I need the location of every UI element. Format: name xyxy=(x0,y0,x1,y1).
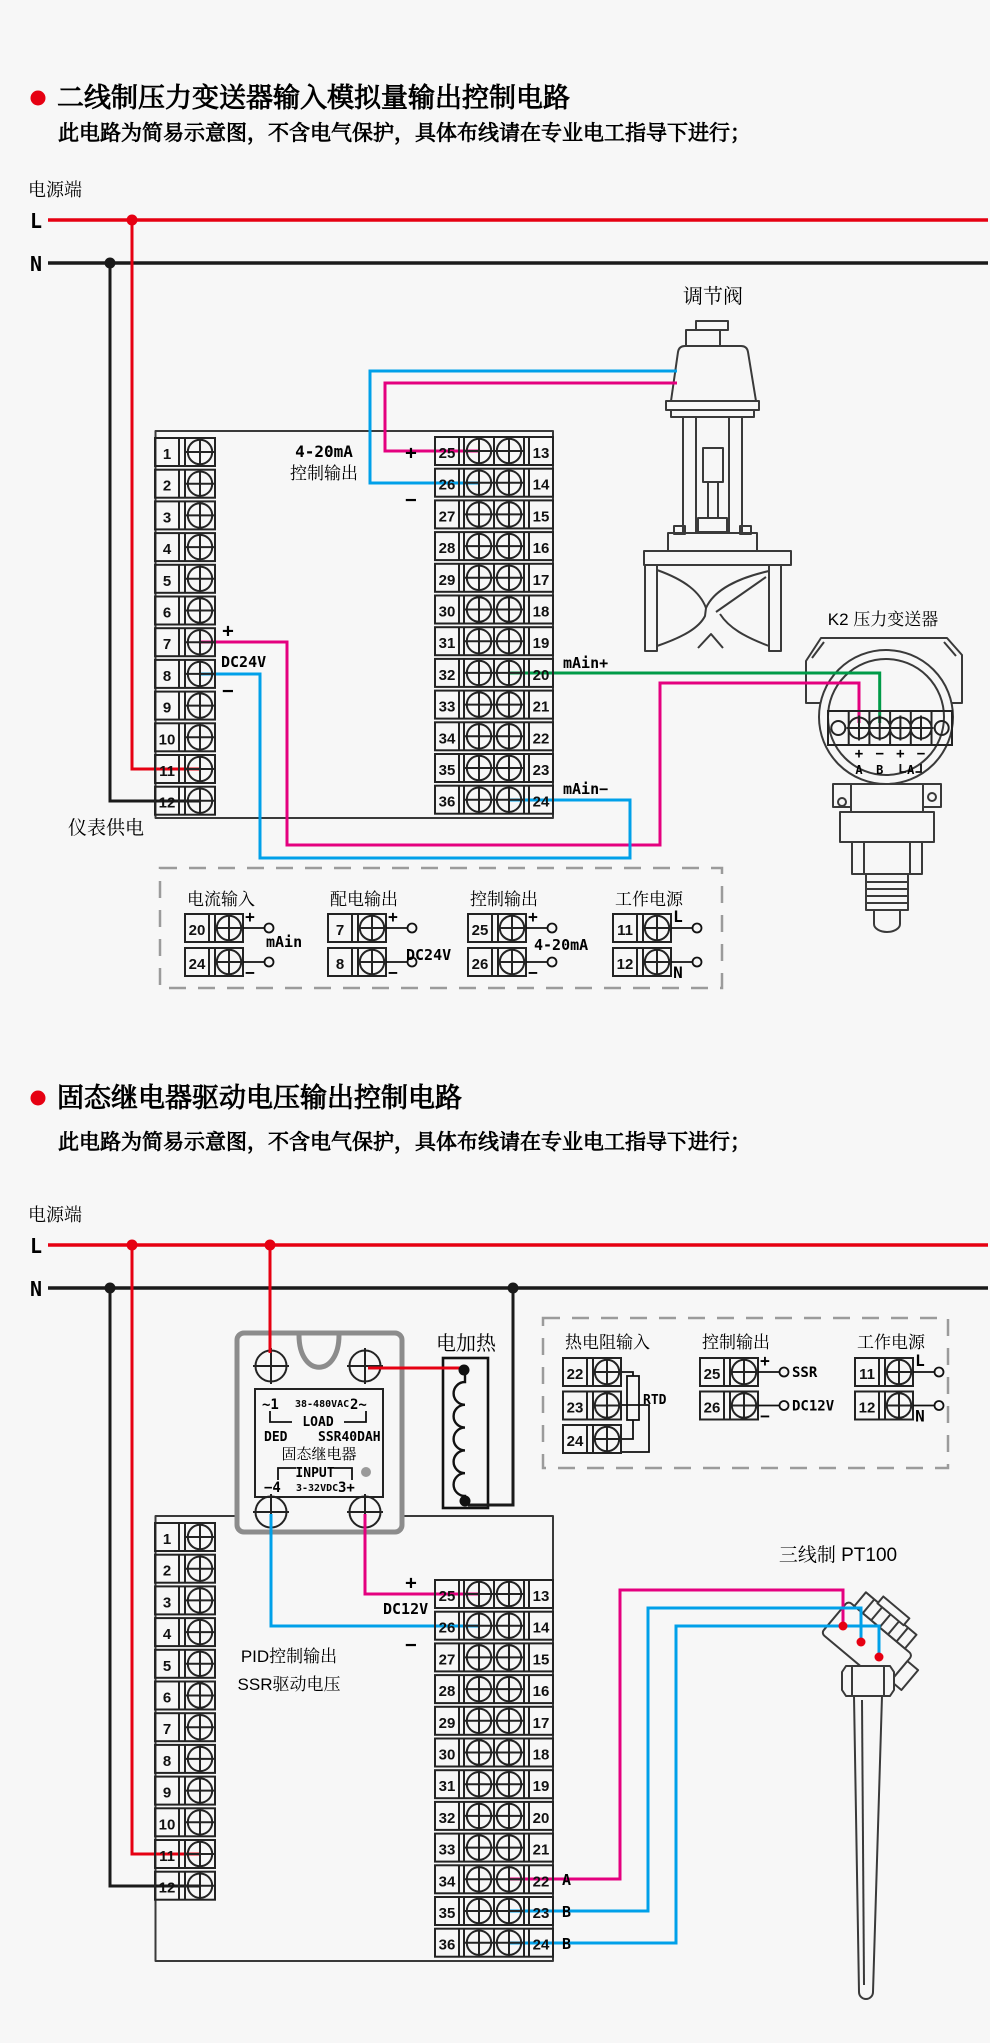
neutral-label-1: N xyxy=(30,252,43,276)
svg-text:12: 12 xyxy=(616,956,634,973)
svg-text:3: 3 xyxy=(162,509,172,527)
ssr-dc-minus4: −4 xyxy=(264,1480,281,1496)
svg-text:1: 1 xyxy=(162,446,172,463)
svg-text:电流输入: 电流输入 xyxy=(187,890,255,909)
svg-text:14: 14 xyxy=(532,1619,550,1637)
svg-text:26: 26 xyxy=(471,956,489,973)
svg-text:23: 23 xyxy=(532,762,550,779)
svg-text:2: 2 xyxy=(162,477,172,495)
svg-text:23: 23 xyxy=(532,1905,550,1922)
svg-text:11: 11 xyxy=(159,763,175,780)
transmitter-sign-4: − xyxy=(916,746,926,762)
svg-text:34: 34 xyxy=(438,730,456,748)
svg-text:5: 5 xyxy=(162,1657,172,1675)
svg-text:24: 24 xyxy=(566,1433,584,1450)
svg-text:11: 11 xyxy=(617,922,633,939)
svg-text:9: 9 xyxy=(162,699,172,717)
svg-text:25: 25 xyxy=(438,1588,456,1605)
svg-text:33: 33 xyxy=(438,1841,456,1859)
svg-text:25: 25 xyxy=(438,445,456,462)
ssr-ac1: ~1 xyxy=(262,1397,279,1413)
ssr-brand: DED xyxy=(264,1430,288,1445)
svg-text:6: 6 xyxy=(162,1689,172,1707)
svg-text:11: 11 xyxy=(859,1366,875,1383)
live-label-2: L xyxy=(30,1234,43,1258)
svg-text:N: N xyxy=(915,1406,925,1426)
dc12v-label: DC12V xyxy=(383,1600,429,1618)
svg-text:21: 21 xyxy=(532,1841,550,1859)
output-control-label: 控制输出 xyxy=(290,464,358,483)
svg-text:控制输出: 控制输出 xyxy=(702,1333,770,1352)
svg-text:2: 2 xyxy=(162,1562,172,1580)
rtd-label: RTD xyxy=(643,1393,667,1408)
svg-text:22: 22 xyxy=(532,730,550,748)
svg-text:7: 7 xyxy=(335,922,345,939)
terminal26-minus-2: − xyxy=(405,1634,417,1656)
power-label-2: 电源端 xyxy=(28,1205,82,1225)
transmitter-label: K2 压力变送器 xyxy=(827,610,939,629)
svg-text:26: 26 xyxy=(703,1399,721,1417)
svg-text:N: N xyxy=(673,963,683,982)
svg-text:DC24V: DC24V xyxy=(406,946,452,964)
svg-text:31: 31 xyxy=(438,1778,456,1796)
ssr-dc-range: 3-32VDC xyxy=(296,1483,339,1494)
ssr-name: 固态继电器 xyxy=(281,1446,357,1463)
svg-text:12: 12 xyxy=(858,1399,876,1417)
svg-text:−: − xyxy=(760,1406,770,1426)
svg-text:8: 8 xyxy=(162,667,172,685)
svg-text:29: 29 xyxy=(438,571,456,589)
ssr-input: INPUT xyxy=(295,1466,335,1481)
svg-text:+: + xyxy=(760,1351,770,1370)
svg-text:11: 11 xyxy=(159,1848,175,1865)
svg-text:26: 26 xyxy=(438,476,456,494)
svg-text:12: 12 xyxy=(158,1879,176,1897)
svg-text:L: L xyxy=(673,907,683,926)
terminal25-plus-2: + xyxy=(405,1572,417,1594)
dc24v-minus: − xyxy=(222,680,234,702)
svg-text:23: 23 xyxy=(566,1399,584,1417)
svg-text:15: 15 xyxy=(532,1651,550,1669)
svg-text:12: 12 xyxy=(158,794,176,812)
ssr-dc-plus3: 3+ xyxy=(338,1480,355,1496)
svg-text:22: 22 xyxy=(566,1366,584,1383)
svg-text:−: − xyxy=(245,963,255,982)
ssr-led xyxy=(361,1467,371,1477)
transmitter-letter-a2: A xyxy=(907,763,915,777)
svg-text:8: 8 xyxy=(162,1752,172,1770)
sensor-wire-b1: B xyxy=(562,1903,572,1921)
svg-text:+: + xyxy=(245,907,255,926)
svg-text:27: 27 xyxy=(438,1651,456,1669)
section1-title: 二线制压力变送器输入模拟量输出控制电路 xyxy=(57,83,570,113)
svg-text:30: 30 xyxy=(438,603,456,621)
ssr-drive-label: SSR驱动电压 xyxy=(237,1675,341,1694)
svg-text:+: + xyxy=(388,907,398,926)
svg-text:17: 17 xyxy=(532,1714,550,1732)
ssr-ac-range: 38-480VAC xyxy=(295,1399,350,1410)
ssr-load: LOAD xyxy=(302,1415,334,1430)
svg-text:配电输出: 配电输出 xyxy=(330,890,398,909)
transmitter-sign-2: − xyxy=(875,746,884,762)
sensor-wire-b2: B xyxy=(562,1935,572,1953)
svg-text:28: 28 xyxy=(438,540,456,558)
bullet-icon xyxy=(31,91,46,106)
svg-text:4-20mA: 4-20mA xyxy=(534,936,589,954)
svg-text:36: 36 xyxy=(438,1936,456,1954)
transmitter-sign-3: + xyxy=(896,746,905,762)
svg-text:工作电源: 工作电源 xyxy=(857,1333,925,1352)
svg-text:5: 5 xyxy=(162,572,172,590)
svg-text:13: 13 xyxy=(532,445,550,462)
svg-text:21: 21 xyxy=(532,698,550,716)
svg-text:1: 1 xyxy=(162,1531,172,1548)
transmitter-letter-a: A xyxy=(855,763,863,777)
svg-text:35: 35 xyxy=(438,762,456,779)
svg-text:25: 25 xyxy=(471,922,489,939)
sensor-wire-a: A xyxy=(562,1871,572,1889)
svg-text:35: 35 xyxy=(438,1905,456,1922)
svg-text:10: 10 xyxy=(158,1816,176,1834)
svg-text:32: 32 xyxy=(438,666,456,684)
dc24v-plus: + xyxy=(222,620,234,642)
svg-text:mAin: mAin xyxy=(266,933,303,951)
svg-text:24: 24 xyxy=(188,956,206,973)
section2-title: 固态继电器驱动电压输出控制电路 xyxy=(57,1083,462,1113)
svg-text:4: 4 xyxy=(162,541,172,559)
svg-text:工作电源: 工作电源 xyxy=(615,890,683,909)
pid-output-label: PID控制输出 xyxy=(240,1647,338,1666)
svg-text:10: 10 xyxy=(158,731,176,749)
svg-text:16: 16 xyxy=(532,540,550,558)
svg-text:热电阻输入: 热电阻输入 xyxy=(565,1333,650,1352)
neutral-label-2: N xyxy=(30,1277,43,1301)
svg-text:4: 4 xyxy=(162,1626,172,1644)
svg-text:20: 20 xyxy=(532,1809,550,1827)
bullet-icon-2 xyxy=(31,1091,46,1106)
svg-text:29: 29 xyxy=(438,1714,456,1732)
transmitter-letter-b: B xyxy=(876,763,884,777)
svg-text:19: 19 xyxy=(532,1778,550,1796)
svg-text:28: 28 xyxy=(438,1683,456,1701)
svg-text:26: 26 xyxy=(438,1619,456,1637)
svg-text:25: 25 xyxy=(703,1366,721,1383)
ssr-model: SSR40DAH xyxy=(318,1430,381,1445)
svg-text:8: 8 xyxy=(335,956,345,973)
svg-text:32: 32 xyxy=(438,1809,456,1827)
svg-text:控制输出: 控制输出 xyxy=(470,890,538,909)
power-label-1: 电源端 xyxy=(28,180,82,200)
output-4-20ma-label: 4-20mA xyxy=(295,442,353,461)
svg-text:14: 14 xyxy=(532,476,550,494)
svg-text:30: 30 xyxy=(438,1746,456,1764)
svg-text:9: 9 xyxy=(162,1784,172,1802)
svg-text:16: 16 xyxy=(532,1683,550,1701)
section1-subtitle: 此电路为简易示意图，不含电气保护，具体布线请在专业电工指导下进行； xyxy=(58,122,751,145)
main-plus-label: mAin+ xyxy=(563,654,609,672)
svg-text:7: 7 xyxy=(162,1721,172,1739)
svg-text:17: 17 xyxy=(532,571,550,589)
svg-text:18: 18 xyxy=(532,1746,550,1764)
main-minus-label: mAin− xyxy=(563,780,609,798)
svg-text:31: 31 xyxy=(438,635,456,653)
svg-text:24: 24 xyxy=(532,793,550,811)
svg-text:−: − xyxy=(528,963,538,982)
svg-text:36: 36 xyxy=(438,793,456,811)
valve-label: 调节阀 xyxy=(683,286,743,308)
terminal26-minus: − xyxy=(405,489,417,511)
section2-subtitle: 此电路为简易示意图，不含电气保护，具体布线请在专业电工指导下进行； xyxy=(58,1131,751,1154)
svg-text:3: 3 xyxy=(162,1594,172,1612)
svg-text:34: 34 xyxy=(438,1873,456,1891)
svg-text:L: L xyxy=(915,1351,925,1370)
svg-text:15: 15 xyxy=(532,508,550,526)
svg-text:7: 7 xyxy=(162,636,172,654)
svg-text:13: 13 xyxy=(532,1588,550,1605)
dc24v-label: DC24V xyxy=(221,653,267,671)
svg-text:19: 19 xyxy=(532,635,550,653)
svg-text:18: 18 xyxy=(532,603,550,621)
svg-text:6: 6 xyxy=(162,604,172,622)
svg-text:20: 20 xyxy=(188,922,206,939)
svg-text:+: + xyxy=(528,907,538,926)
svg-text:27: 27 xyxy=(438,508,456,526)
svg-text:SSR: SSR xyxy=(792,1365,818,1381)
svg-text:24: 24 xyxy=(532,1936,550,1954)
svg-text:DC12V: DC12V xyxy=(792,1398,835,1415)
svg-text:−: − xyxy=(388,963,398,982)
heater-drawing xyxy=(443,1358,488,1508)
pt100-label: 三线制 PT100 xyxy=(778,1545,898,1566)
heater-label: 电加热 xyxy=(436,1333,496,1355)
svg-text:20: 20 xyxy=(532,666,550,684)
svg-text:22: 22 xyxy=(532,1873,550,1891)
svg-text:33: 33 xyxy=(438,698,456,716)
transmitter-sign-1: + xyxy=(854,746,864,762)
ssr-ac2: 2~ xyxy=(350,1397,367,1413)
terminal25-plus: + xyxy=(405,442,417,464)
instrument-supply-label: 仪表供电 xyxy=(68,818,145,839)
live-label-1: L xyxy=(30,209,43,233)
